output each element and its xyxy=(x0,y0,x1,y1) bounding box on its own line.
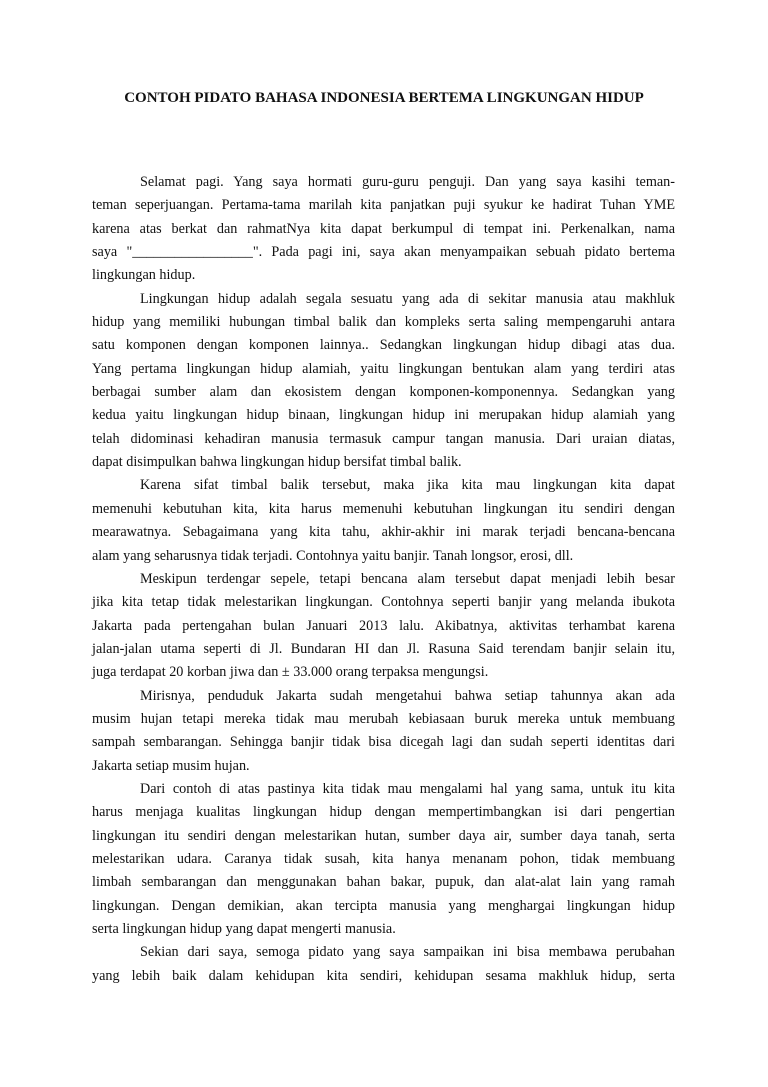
text-line: serta lingkungan hidup yang dapat mengerti manusia. xyxy=(92,921,396,937)
text-line: alam yang seharusnya tidak terjadi. Contohnya yaitu banjir. Tanah longsor, erosi, dll. xyxy=(92,547,574,564)
text-line: satu komponen dengan komponen lainnya.. Sedangkan lingkungan hidup dibagi atas dua. xyxy=(92,337,675,354)
paragraph-first-line: Dari contoh di atas pastinya kita tidak mau mengalami hal yang sama, untuk itu kita xyxy=(140,780,675,797)
text-line: juga terdapat 20 korban jiwa dan ± 33.000 orang terpaksa mengungsi. xyxy=(92,664,489,681)
paragraph-first-line: Meskipun terdengar sepele, tetapi bencana alam tersebut dapat menjadi lebih besar xyxy=(140,570,675,587)
paragraph-first-line: Lingkungan hidup adalah segala sesuatu yang ada di sekitar manusia atau makhluk xyxy=(140,290,675,307)
text-line: karena atas berkat dan rahmatNya kita dapat berkumpul di tempat ini. Perkenalkan, nama xyxy=(92,220,675,237)
text-line: limbah sembarangan dan menggunakan bahan bakar, pupuk, dan alat-alat lain yang ramah xyxy=(92,874,675,891)
text-line: berbagai sumber alam dan ekosistem dengan komponen-komponennya. Sedangkan yang xyxy=(92,384,675,401)
text-line: sampah sembarangan. Sehingga banjir tidak bisa dicegah lagi dan sudah seperti identitas dari xyxy=(92,734,675,751)
text-line: musim hujan tetapi mereka tidak mau merubah kebiasaan buruk mereka untuk membuang xyxy=(92,710,675,727)
text-line: lingkungan itu sendiri dengan melestarikan hutan, sumber daya air, sumber daya tanah, serta xyxy=(92,827,675,844)
text-line: harus menjaga kualitas lingkungan hidup dengan mempertimbangkan isi dari pengertian xyxy=(92,804,675,821)
text-line: melestarikan udara. Caranya tidak susah, kita hanya menanam pohon, tidak membuang xyxy=(92,850,675,867)
paragraph-first-line: Mirisnya, penduduk Jakarta sudah mengetahui bahwa setiap tahunnya akan ada xyxy=(140,687,675,704)
text-line: hidup yang memiliki hubungan timbal balik dan kompleks serta saling mempengaruhi antara xyxy=(92,314,675,331)
text-line: lingkungan. Dengan demikian, akan tercipta manusia yang menghargai lingkungan hidup xyxy=(92,897,675,914)
text-line: dapat disimpulkan bahwa lingkungan hidup bersifat timbal balik. xyxy=(92,454,462,471)
text-line: telah didominasi kehadiran manusia termasuk campur tangan manusia. Dari uraian diatas, xyxy=(92,430,675,447)
text-line: mearawatnya. Sebagaimana yang kita tahu, akhir-akhir ini marak terjadi bencana-bencana xyxy=(92,524,675,541)
text-line: jalan-jalan utama seperti di Jl. Bundaran HI dan Jl. Rasuna Said terendam banjir selain itu, xyxy=(92,640,675,657)
document-body xyxy=(92,171,675,988)
text-line: Jakarta pada pertengahan bulan Januari 2013 lalu. Akibatnya, aktivitas terhambat karena xyxy=(92,617,675,634)
text-line: memenuhi kebutuhan kita, kita harus memenuhi kebutuhan lingkungan itu sendiri dengan xyxy=(92,500,675,517)
text-line: Jakarta setiap musim hujan. xyxy=(92,757,250,774)
paragraph-first-line: Sekian dari saya, semoga pidato yang saya sampaikan ini bisa membawa perubahan xyxy=(140,944,675,961)
page-title: CONTOH PIDATO BAHASA INDONESIA BERTEMA LINGKUNGAN HIDUP xyxy=(124,90,644,106)
paragraph-first-line: Selamat pagi. Yang saya hormati guru-guru penguji. Dan yang saya kasihi teman- xyxy=(140,174,675,190)
text-line: teman seperjuangan. Pertama-tama marilah kita panjatkan puji syukur ke hadirat Tuhan YME xyxy=(92,197,675,214)
text-line: Yang pertama lingkungan hidup alamiah, yaitu lingkungan bentukan alam yang terdiri atas xyxy=(92,360,675,377)
text-line: yang lebih baik dalam kehidupan kita sendiri, kehidupan sesama makhluk hidup, serta xyxy=(92,967,675,984)
paragraph-first-line: Karena sifat timbal balik tersebut, maka jika kita mau lingkungan kita dapat xyxy=(140,477,675,494)
text-line: kedua yaitu lingkungan hidup binaan, lingkungan hidup ini merupakan hidup alamiah yang xyxy=(92,407,675,424)
text-line: lingkungan hidup. xyxy=(92,267,196,284)
text-line: jika kita tetap tidak melestarikan lingkungan. Contohnya seperti banjir yang melanda ibukota xyxy=(92,594,675,611)
text-line: saya "_________________". Pada pagi ini, saya akan menyampaikan sebuah pidato bertema xyxy=(92,244,675,261)
